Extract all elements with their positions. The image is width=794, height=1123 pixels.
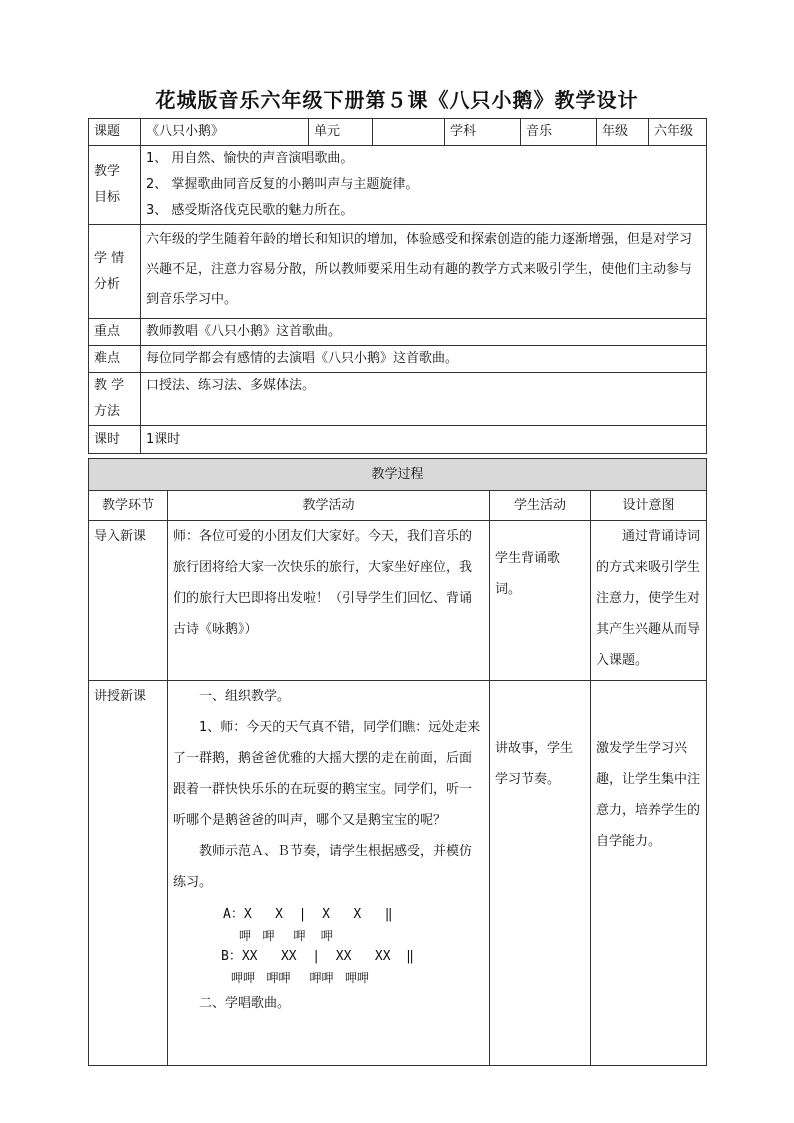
process-table bbox=[88, 458, 707, 1066]
key-label: 重点 bbox=[89, 319, 141, 346]
intro-stage: 导入新课 bbox=[89, 521, 168, 681]
lecture-para1: 1、师：今天的天气真不错，同学们瞧：远处走来了一群鹅，鹅爸爸优雅的大摇大摆的走在前面，后面跟着一群快快乐乐的在玩耍的鹅宝宝。同学们，听一听哪个是鹅爸爸的叫声，哪个又是鹅宝宝的呢？ bbox=[173, 720, 481, 828]
lecture-stage: 讲授新课 bbox=[89, 681, 168, 1066]
goal-item: 3、 感受斯洛伐克民歌的魅力所在。 bbox=[146, 203, 354, 218]
info-table bbox=[88, 118, 707, 454]
period-text: 1课时 bbox=[141, 426, 707, 454]
subject-label: 学科 bbox=[445, 119, 521, 146]
intro-intent-text: 通过背诵诗词的方式来吸引学生注意力，使学生对其产生兴趣从而导入课题。 bbox=[596, 529, 701, 668]
lecture-step1: 一、组织教学。 bbox=[199, 689, 291, 704]
column-header: 学生活动 bbox=[490, 491, 591, 521]
process-heading: 教学过程 bbox=[89, 459, 707, 491]
goal-item: 1、 用自然、愉快的声音演唱歌曲。 bbox=[146, 151, 354, 166]
method-label bbox=[89, 373, 141, 426]
difficulty-text: 每位同学都会有感情的去演唱《八只小鹅》这首歌曲。 bbox=[141, 346, 707, 373]
method-text: 口授法、练习法、多媒体法。 bbox=[141, 373, 707, 426]
table-row bbox=[89, 521, 707, 681]
subject-value: 音乐 bbox=[521, 119, 597, 146]
goals-cell bbox=[141, 146, 707, 225]
analysis-label-line1: 学 情 bbox=[94, 250, 125, 266]
topic-label: 课题 bbox=[89, 119, 141, 146]
goals-label-line2: 目标 bbox=[94, 190, 121, 205]
unit-value bbox=[373, 119, 445, 146]
period-label: 课时 bbox=[89, 426, 141, 454]
goals-label bbox=[89, 146, 141, 225]
rhythm-b: B：XX XX | XX XX ‖ bbox=[221, 949, 415, 964]
unit-label: 单元 bbox=[309, 119, 373, 146]
rhythm-a: A：X X | X X ‖ bbox=[223, 907, 393, 922]
column-header: 设计意图 bbox=[591, 491, 707, 521]
goals-label-line1: 教学 bbox=[94, 164, 121, 179]
lecture-student: 讲故事，学生学习节奏。 bbox=[490, 681, 591, 1066]
key-text: 教师教唱《八只小鹅》这首歌曲。 bbox=[141, 319, 707, 346]
lecture-intent: 激发学生学习兴趣，让学生集中注意力，培养学生的自学能力。 bbox=[591, 681, 707, 1066]
goal-item: 2、 掌握歌曲同音反复的小鹅叫声与主题旋律。 bbox=[146, 177, 419, 192]
syllables-a: 呷 呷 呷 呷 bbox=[239, 929, 333, 943]
lecture-activity bbox=[168, 681, 490, 1066]
method-label-line1: 教 学 bbox=[94, 378, 125, 393]
analysis-text: 六年级的学生随着年龄的增长和知识的增加，体验感受和探索创造的能力逐渐增强，但是对学习兴趣不足，注意力容易分散，所以教师要采用生动有趣的教学方式来吸引学生，使他们主动参与到音乐学习中。 bbox=[141, 225, 707, 319]
column-header: 教学活动 bbox=[168, 491, 490, 521]
difficulty-label: 难点 bbox=[89, 346, 141, 373]
grade-label: 年级 bbox=[597, 119, 649, 146]
syllables-b: 呷呷 呷呷 呷呷 呷呷 bbox=[231, 971, 369, 985]
lecture-para2: 教师示范Ａ、Ｂ节奏，请学生根据感受，并模仿练习。 bbox=[173, 844, 473, 890]
lecture-step2: 二、学唱歌曲。 bbox=[199, 996, 291, 1011]
method-label-line2: 方法 bbox=[94, 404, 121, 419]
topic-value: 《八只小鹅》 bbox=[141, 119, 309, 146]
analysis-label bbox=[89, 225, 141, 319]
grade-value: 六年级 bbox=[649, 119, 707, 146]
intro-student: 学生背诵歌词。 bbox=[490, 521, 591, 681]
page-title: 花城版音乐六年级下册第５课《八只小鹅》教学设计 bbox=[155, 88, 639, 112]
analysis-label-line2: 分析 bbox=[94, 276, 121, 292]
table-row bbox=[89, 681, 707, 1066]
intro-activity: 师：各位可爱的小团友们大家好。今天，我们音乐的旅行团将给大家一次快乐的旅行，大家坐好座位，我们的旅行大巴即将出发啦！（引导学生们回忆、背诵古诗《咏鹅》） bbox=[168, 521, 490, 681]
column-header: 教学环节 bbox=[89, 491, 168, 521]
intro-intent bbox=[591, 521, 707, 681]
